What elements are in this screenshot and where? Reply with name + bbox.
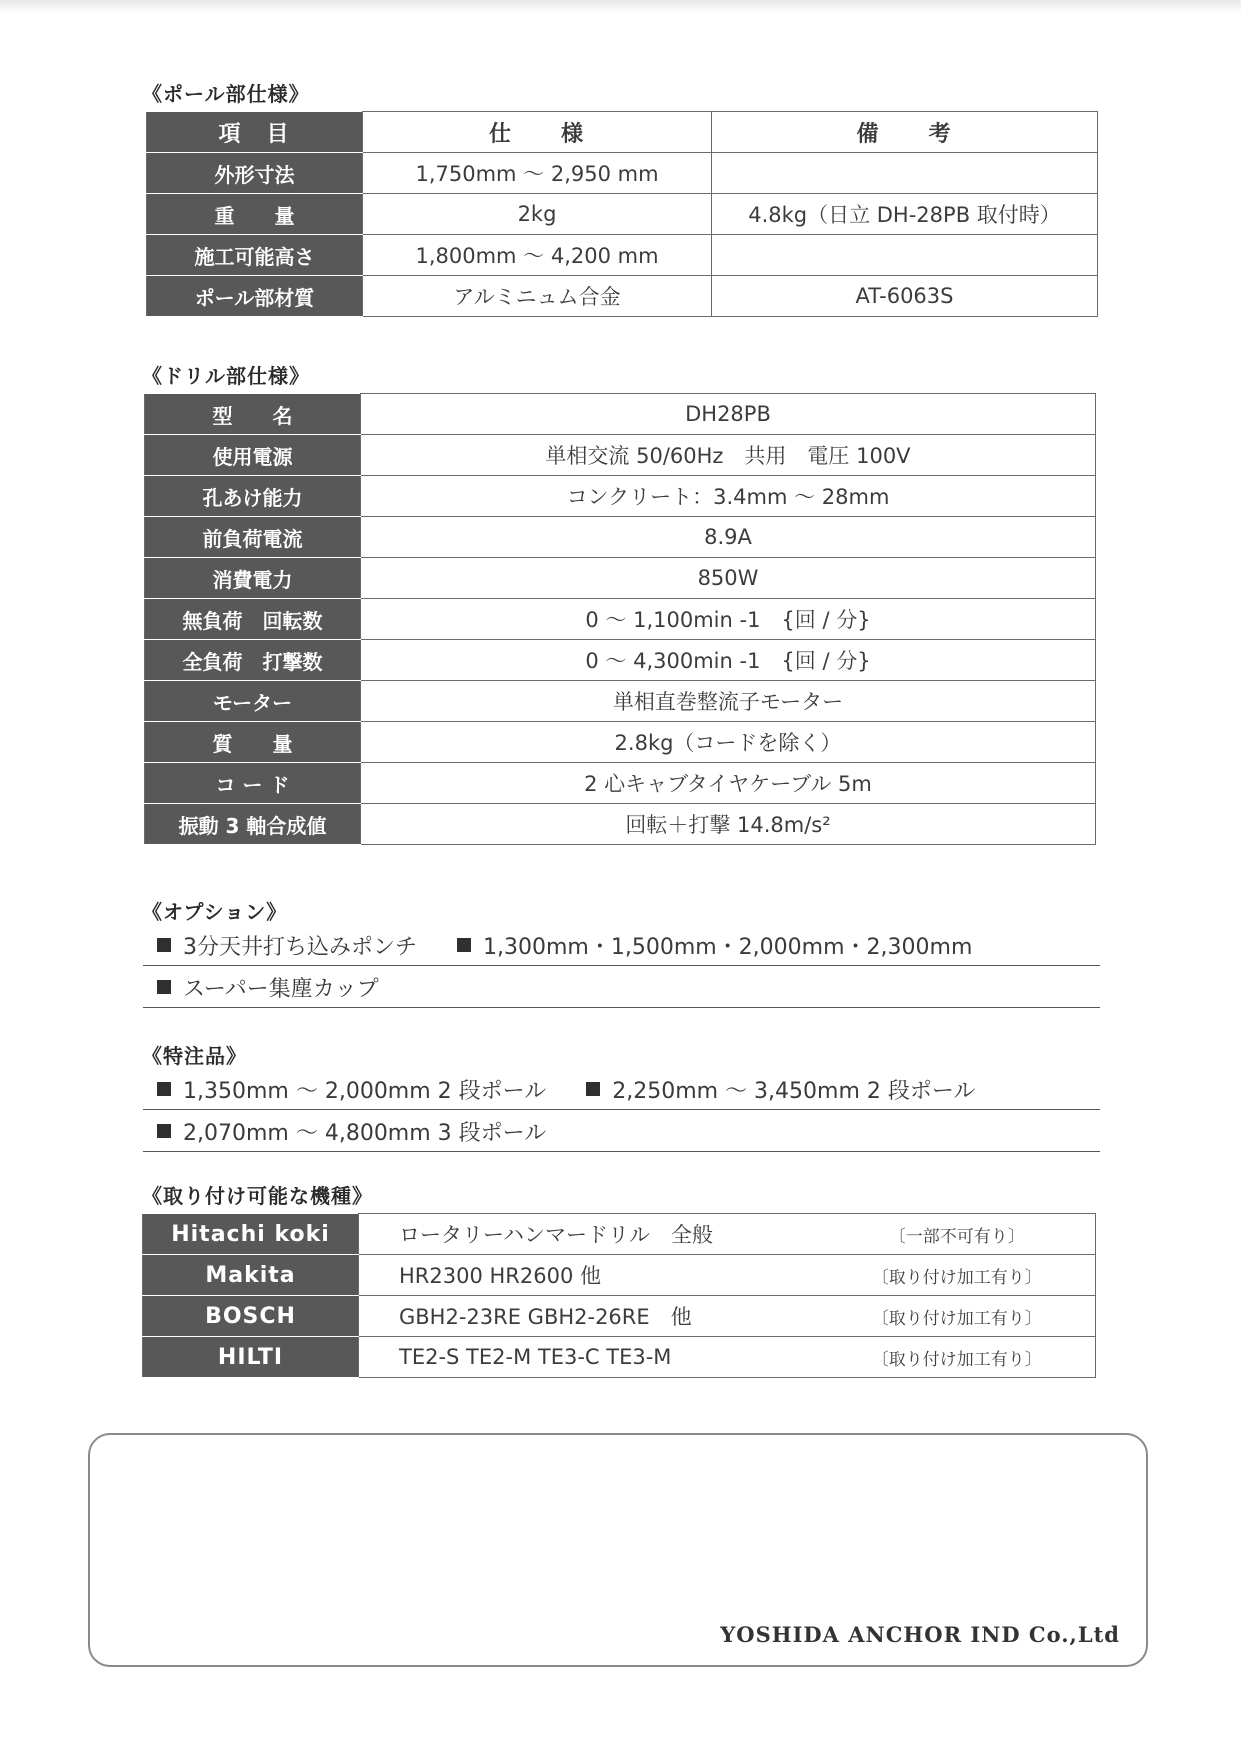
scan-edge [0,0,1241,14]
table-row [145,394,1096,435]
row-value: 0 ～ 1,100min -1 {回 / 分} [361,599,1096,640]
header-item: 項 目 [147,112,363,153]
maker-models: HR2300 HR2600 他 [359,1255,819,1296]
row-label: 型 名 [145,394,361,435]
maker-label: Makita [143,1255,359,1296]
table-row [143,1296,1096,1337]
special-order-text: 2,250mm ～ 3,450mm 2 段ポール [612,1078,976,1104]
table-row [145,640,1096,681]
compatible-title: 《取り付け可能な機種》 [142,1184,373,1208]
drill-spec-title: 《ドリル部仕様》 [142,364,310,388]
row-label: 施工可能高さ [147,235,363,276]
special-order-line-1 [143,1069,1100,1110]
row-spec: 1,800mm ～ 4,200 mm [363,235,712,276]
bullet-square-icon [586,1082,600,1096]
pole-spec-title: 《ポール部仕様》 [142,82,310,106]
special-order-text: 2,070mm ～ 4,800mm 3 段ポール [183,1120,547,1146]
special-order-text: 1,350mm ～ 2,000mm 2 段ポール [183,1078,547,1104]
bullet-square-icon [457,938,471,952]
row-value: 回転＋打撃 14.8m/s² [361,804,1096,845]
bullet-square-icon [157,980,171,994]
maker-models: GBH2-23RE GBH2-26RE 他 [359,1296,819,1337]
row-label: コ ー ド [145,763,361,804]
table-row [145,517,1096,558]
compatible-table [142,1213,1096,1378]
maker-models: ロータリーハンマードリル 全般 [359,1214,819,1255]
row-spec: アルミニュム合金 [363,276,712,317]
table-row [147,194,1098,235]
row-label: 質 量 [145,722,361,763]
row-note [712,235,1098,276]
list-item [443,930,972,961]
drill-spec-table [144,393,1096,845]
list-item [143,1074,546,1105]
row-spec: 1,750mm ～ 2,950 mm [363,153,712,194]
row-label: 外形寸法 [147,153,363,194]
options-line-1 [143,925,1100,966]
table-row [145,681,1096,722]
table-row [143,1255,1096,1296]
row-value: 850W [361,558,1096,599]
row-value: 単相交流 50/60Hz 共用 電圧 100V [361,435,1096,476]
option-text: 1,300mm・1,500mm・2,000mm・2,300mm [483,934,973,960]
row-note: AT-6063S [712,276,1098,317]
row-value: 2.8kg（コードを除く） [361,722,1096,763]
maker-label: BOSCH [143,1296,359,1337]
maker-note: 〔取り付け加工有り〕 [819,1296,1096,1337]
row-value: コンクリート：3.4mm ～ 28mm [361,476,1096,517]
row-label: 前負荷電流 [145,517,361,558]
row-note [712,153,1098,194]
table-row [145,763,1096,804]
options-line-2 [143,967,1100,1008]
row-label: 使用電源 [145,435,361,476]
list-item [572,1074,975,1105]
row-value: 8.9A [361,517,1096,558]
bullet-square-icon [157,938,171,952]
company-name: YOSHIDA ANCHOR IND Co.,Ltd [720,1622,1120,1647]
bullet-square-icon [157,1124,171,1138]
table-row [145,722,1096,763]
row-label: ポール部材質 [147,276,363,317]
table-row [145,476,1096,517]
maker-models: TE2-S TE2-M TE3-C TE3-M [359,1337,819,1378]
pole-spec-table [146,111,1098,317]
maker-label: Hitachi koki [143,1214,359,1255]
option-text: 3分天井打ち込みポンチ [183,934,417,960]
row-spec: 2kg [363,194,712,235]
table-row [143,1337,1096,1378]
header-spec: 仕 様 [363,112,712,153]
table-row [145,599,1096,640]
row-label: 孔あけ能力 [145,476,361,517]
table-row [147,235,1098,276]
list-item [143,930,417,961]
maker-note: 〔一部不可有り〕 [819,1214,1096,1255]
maker-label: HILTI [143,1337,359,1378]
table-row [143,1214,1096,1255]
row-label: 無負荷 回転数 [145,599,361,640]
table-row [145,435,1096,476]
row-value: 単相直巻整流子モーター [361,681,1096,722]
row-label: 振動 3 軸合成値 [145,804,361,845]
row-note: 4.8kg（日立 DH-28PB 取付時） [712,194,1098,235]
options-title: 《オプション》 [142,900,288,924]
table-row [145,558,1096,599]
table-row [145,804,1096,845]
row-label: モーター [145,681,361,722]
maker-note: 〔取り付け加工有り〕 [819,1255,1096,1296]
table-row [147,153,1098,194]
list-item [143,1116,546,1147]
table-row [147,276,1098,317]
special-order-title: 《特注品》 [142,1044,247,1068]
row-value: DH28PB [361,394,1096,435]
option-text: スーパー集塵カップ [183,976,379,1002]
maker-note: 〔取り付け加工有り〕 [819,1337,1096,1378]
row-value: 2 心キャブタイヤケーブル 5m [361,763,1096,804]
company-info-box [88,1433,1148,1667]
table-header-row [147,112,1098,153]
row-value: 0 ～ 4,300min -1 {回 / 分} [361,640,1096,681]
row-label: 重 量 [147,194,363,235]
header-note: 備 考 [712,112,1098,153]
bullet-square-icon [157,1082,171,1096]
row-label: 消費電力 [145,558,361,599]
row-label: 全負荷 打撃数 [145,640,361,681]
special-order-line-2 [143,1111,1100,1152]
list-item [143,972,379,1003]
